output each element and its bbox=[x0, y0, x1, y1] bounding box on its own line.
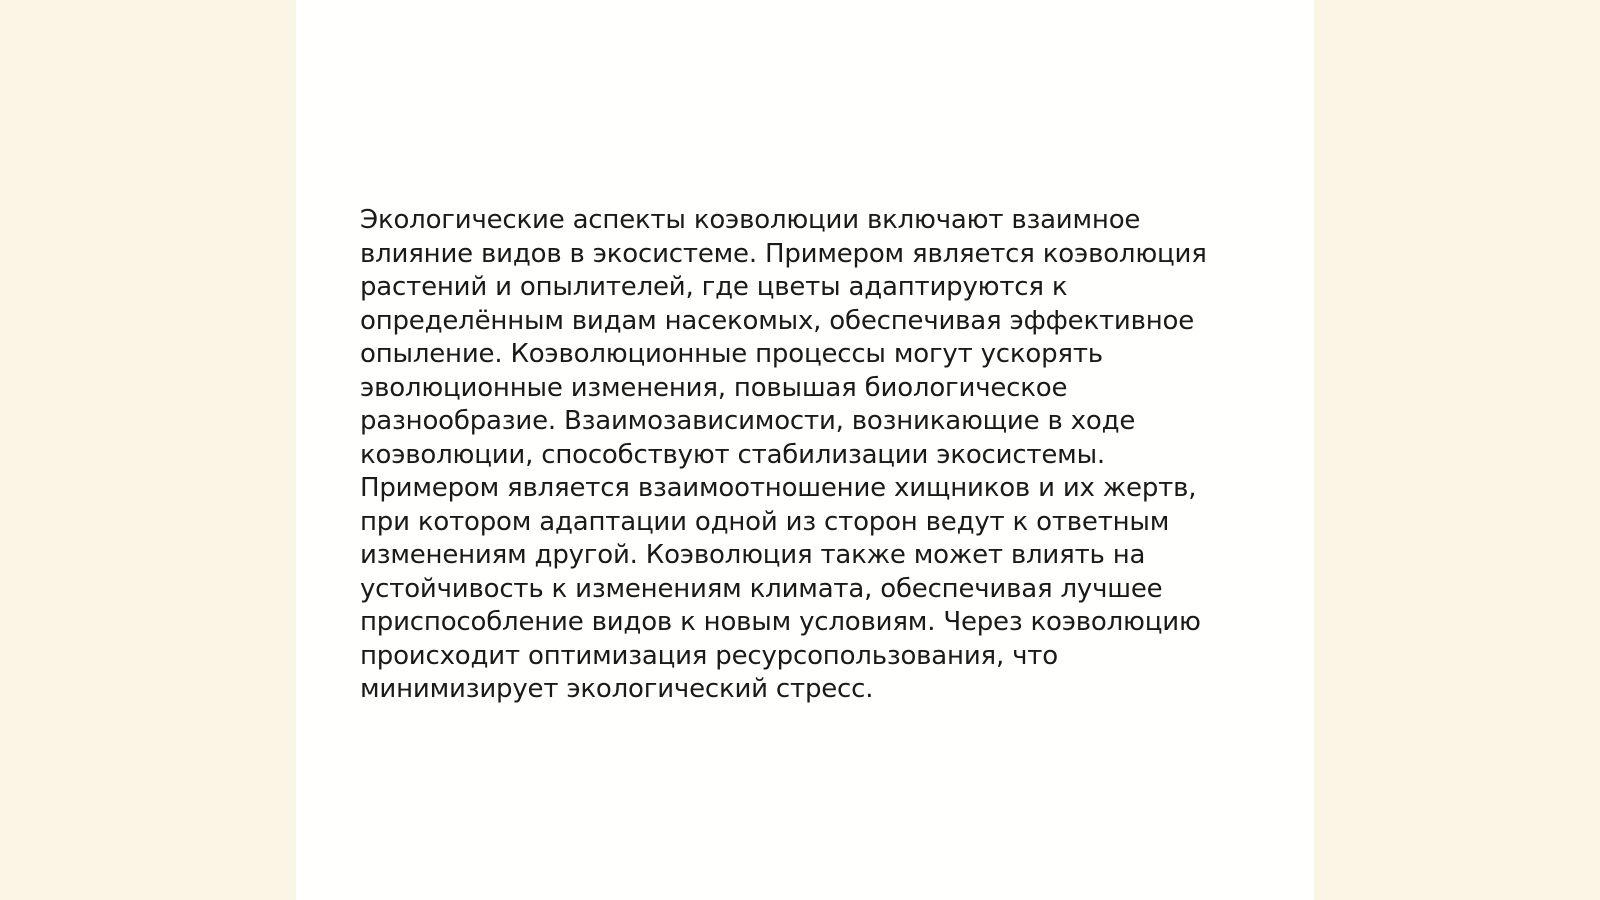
paragraph-line: приспособление видов к новым условиям. Через коэволюцию bbox=[360, 607, 1201, 637]
paragraph-line: определённым видам насекомых, обеспечивая эффективное bbox=[360, 305, 1195, 336]
paragraph-line: коэволюции, способствуют стабилизации экосистемы. bbox=[360, 439, 1105, 470]
paragraph-line: устойчивость к изменениям климата, обеспечивая лучшее bbox=[360, 573, 1163, 604]
right-margin bbox=[1314, 0, 1600, 900]
paragraph-line: Экологические аспекты коэволюции включают взаимное bbox=[360, 205, 1141, 235]
paragraph-line: разнообразие. Взаимозависимости, возникающие в ходе bbox=[360, 406, 1136, 436]
paragraph-line: опыление. Коэволюционные процессы могут ускорять bbox=[360, 339, 1103, 369]
paragraph-line: минимизирует экологический стресс. bbox=[360, 674, 874, 704]
paragraph-line: изменениям другой. Коэволюция также может влиять на bbox=[360, 540, 1146, 570]
paragraph-line: при котором адаптации одной из сторон ведут к ответным bbox=[360, 506, 1170, 537]
left-margin bbox=[0, 0, 296, 900]
paragraph-line: Примером является взаимоотношение хищников и их жертв, bbox=[360, 473, 1197, 503]
paragraph-line: происходит оптимизация ресурсопользования, что bbox=[360, 640, 1058, 671]
paragraph-line: эволюционные изменения, повышая биологическое bbox=[360, 372, 1068, 403]
body-paragraph bbox=[360, 204, 1240, 707]
paragraph-line: влияние видов в экосистеме. Примером является коэволюция bbox=[360, 238, 1207, 269]
paragraph-line: растений и опылителей, где цветы адаптируются к bbox=[360, 272, 1068, 302]
